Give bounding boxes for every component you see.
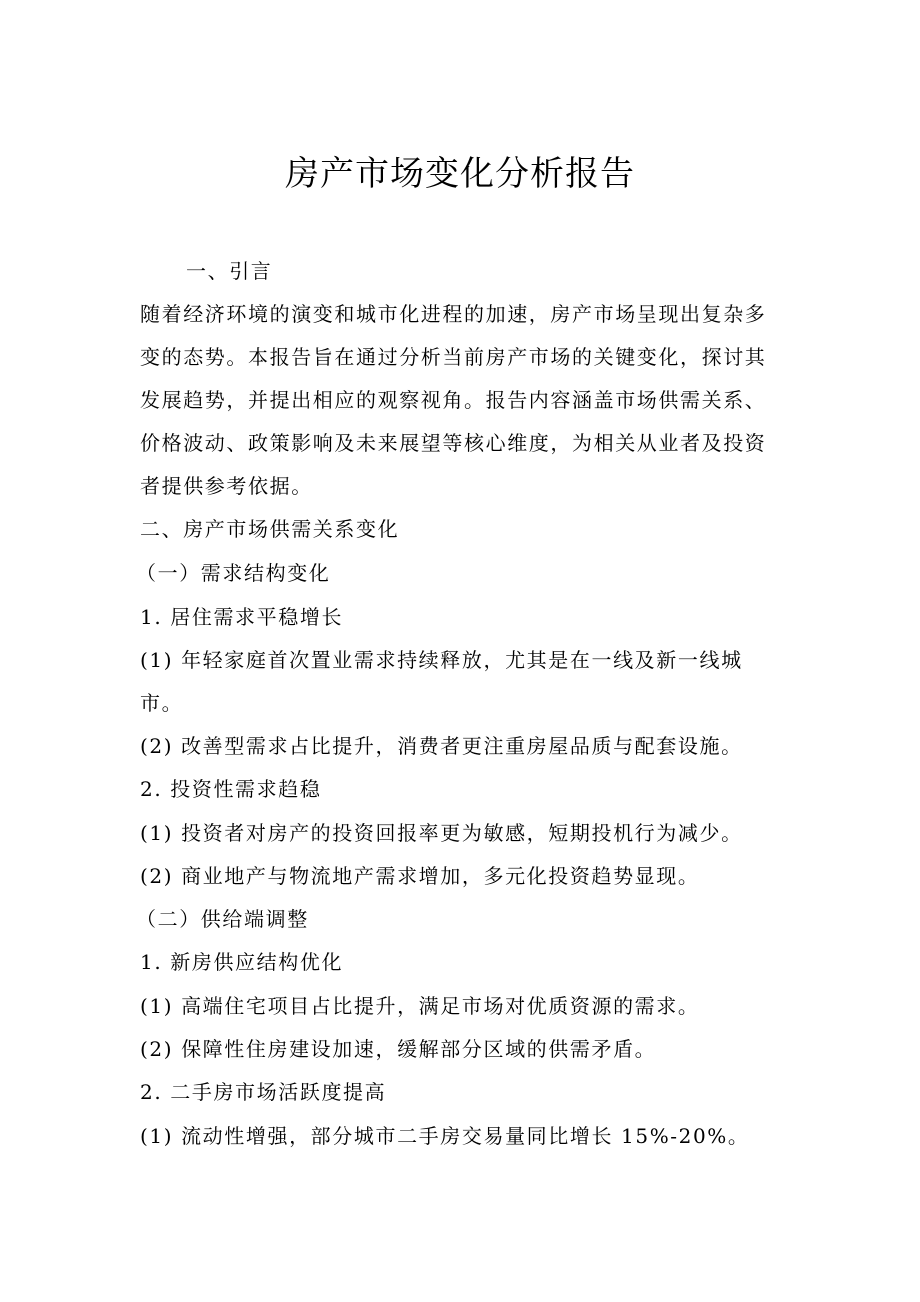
section-heading: 二、房产市场供需关系变化 <box>140 517 400 541</box>
list-item: (1) 高端住宅项目占比提升，满足市场对优质资源的需求。 <box>140 994 700 1018</box>
subsection-heading: （二）供给端调整 <box>136 907 309 931</box>
intro-heading: 一、引言 <box>186 259 273 283</box>
list-item: (1) 年轻家庭首次置业需求持续释放，尤其是在一线及新一线城 <box>140 648 743 672</box>
list-item: (2) 改善型需求占比提升，消费者更注重房屋品质与配套设施。 <box>140 734 743 758</box>
intro-line: 者提供参考依据。 <box>140 474 313 498</box>
document-title: 房产市场变化分析报告 <box>285 154 635 194</box>
subsection-heading: （一）需求结构变化 <box>136 561 331 585</box>
intro-line: 变的态势。本报告旨在通过分析当前房产市场的关键变化，探讨其 <box>140 345 767 369</box>
item-heading: 1. 新房供应结构优化 <box>140 950 344 974</box>
item-heading: 2. 二手房市场活跃度提高 <box>140 1080 387 1104</box>
intro-line: 随着经济环境的演变和城市化进程的加速，房产市场呈现出复杂多 <box>140 302 767 326</box>
item-heading: 1. 居住需求平稳增长 <box>140 605 344 629</box>
list-item: (1) 投资者对房产的投资回报率更为敏感，短期投机行为减少。 <box>140 821 743 845</box>
list-item: (2) 保障性住房建设加速，缓解部分区域的供需矛盾。 <box>140 1037 657 1061</box>
list-item: (2) 商业地产与物流地产需求增加，多元化投资趋势显现。 <box>140 864 700 888</box>
list-item: (1) 流动性增强，部分城市二手房交易量同比增长 15%-20%。 <box>140 1124 750 1148</box>
list-item-continuation: 市。 <box>140 691 184 715</box>
intro-line: 价格波动、政策影响及未来展望等核心维度，为相关从业者及投资 <box>140 431 767 455</box>
intro-line: 发展趋势，并提出相应的观察视角。报告内容涵盖市场供需关系、 <box>140 388 767 412</box>
item-heading: 2. 投资性需求趋稳 <box>140 777 322 801</box>
